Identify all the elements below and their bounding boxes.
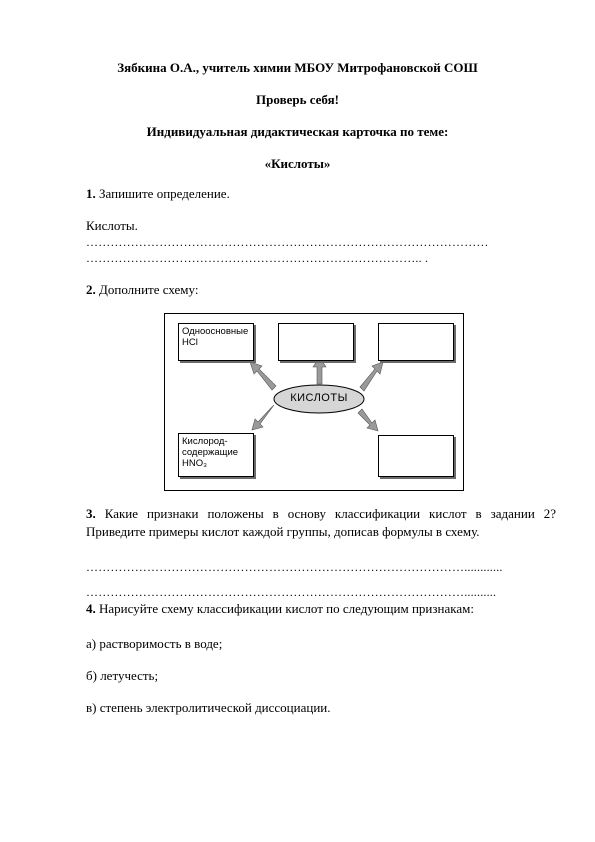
task1-answer-line-2[interactable]: ……………………………………………………………………….. . [86,251,429,265]
topic-title: «Кислоты» [264,156,331,171]
box-empty-top-right[interactable] [378,323,454,361]
task4-item-a: а) растворимость в воде; [86,636,223,651]
task2-number: 2. [86,282,96,297]
box-monobasic [178,323,254,361]
box-monobasic-example: HCl [182,337,198,348]
page-subtitle: Проверь себя! [256,92,339,107]
task4-item-b: б) летучесть; [86,668,159,683]
task4-heading [86,601,556,617]
box-oxygen-containing [178,433,254,477]
task4-number: 4. [86,601,96,616]
box-empty-bottom-right[interactable] [378,435,454,477]
task1-text: Запишите определение. [99,186,230,201]
card-title: Индивидуальная дидактическая карточка по теме: [146,124,449,139]
task3-answer-line-2[interactable]: ………………………………………………………………………………….......... [86,585,497,599]
task3-number: 3. [86,506,96,521]
task2-heading [86,282,556,298]
task1-answer-line-1[interactable]: ……………………………………………………………………………………… [86,235,489,249]
box-monobasic-title: Одноосновные [182,326,249,337]
acids-label: КИСЛОТЫ [290,392,348,404]
box-oxygen-example: HNO₃ [182,458,207,469]
task1-number: 1. [86,186,96,201]
box-empty-top-center[interactable] [278,323,354,361]
author-line: Зябкина О.А., учитель химии МБОУ Митрофановской СОШ [117,60,478,75]
task2-text: Дополните схему: [99,282,199,297]
box-oxygen-line2: содержащие [182,447,239,458]
task4-text: Нарисуйте схему классификации кислот по следующим признакам: [99,601,474,616]
task3-answer-line-1[interactable]: …………………………………………………………………………………............ [86,560,503,574]
task1-term: Кислоты. [86,218,138,233]
task3-text: Какие признаки положены в основу классификации кислот в задании 2? Приведите примеры кислот каждой группы, дописав формулы в схему. [86,506,556,539]
task3-question [86,505,556,541]
acid-classification-diagram [164,313,464,491]
box-oxygen-line1: Кислород- [182,436,228,447]
task1-heading [86,186,556,202]
task4-item-c: в) степень электролитической диссоциации. [86,700,331,715]
